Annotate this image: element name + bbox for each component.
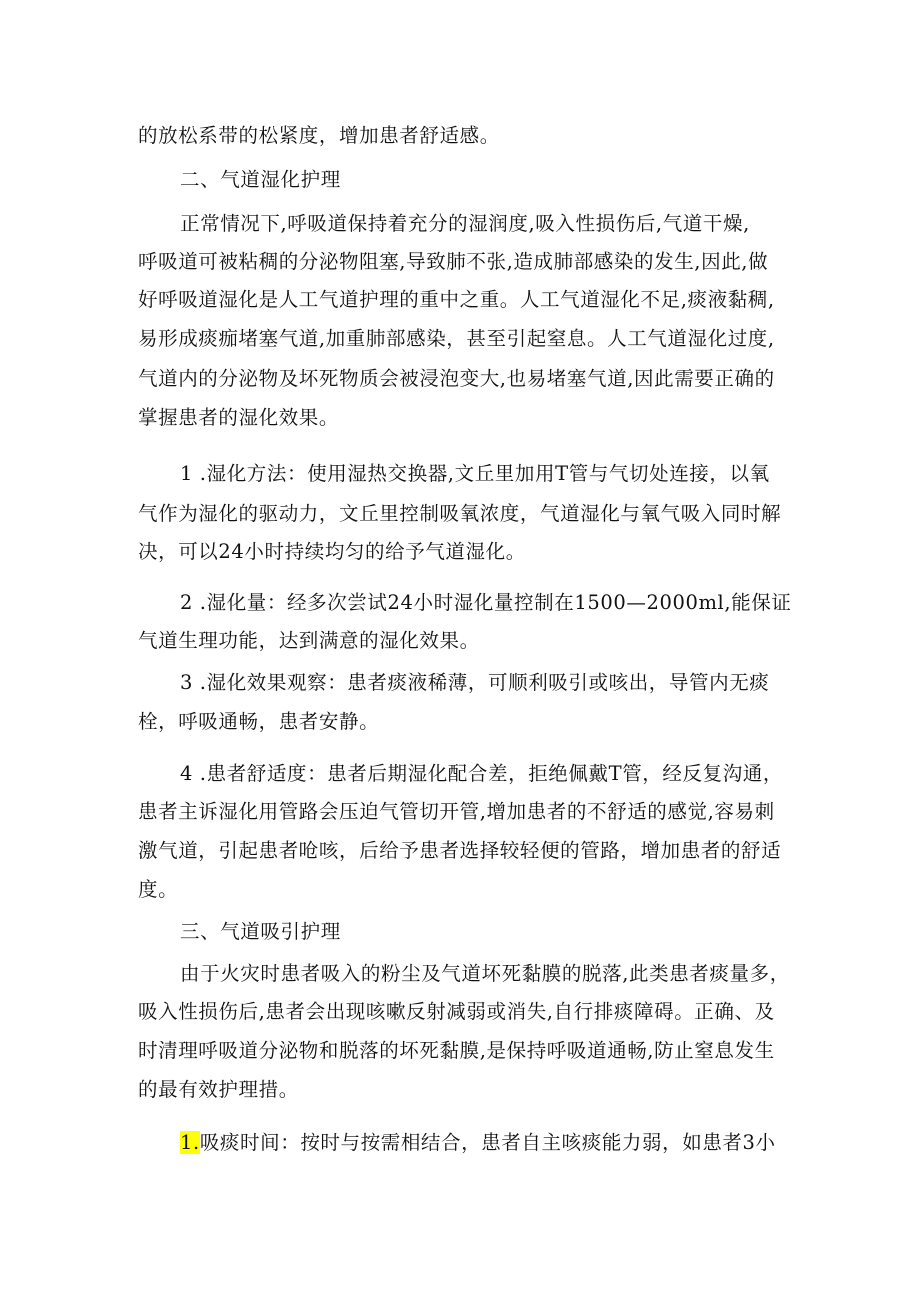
paragraph-line: 呼吸道可被粘稠的分泌物阻塞,导致肺不张,造成肺部感染的发生,因此,做 [138,250,769,273]
paragraph-line: 由于火灾时患者吸入的粉尘及气道坏死黏膜的脱落,此类患者痰量多， [180,962,790,985]
paragraph-line: 度。 [138,878,179,901]
section-heading: 三、气道吸引护理 [180,920,341,943]
paragraph-line: 吸入性损伤后,患者会出现咳嗽反射减弱或消失,自行排痰障碍。正确、及 [138,1000,775,1023]
paragraph-line: 气作为湿化的驱动力，文丘里控制吸氧浓度，气道湿化与氧气吸入同时解 [138,502,782,525]
paragraph-line: 患者主诉湿化用管路会压迫气管切开管,增加患者的不舒适的感觉,容易刺 [138,800,775,823]
paragraph-line: 激气道，引起患者呛咳，后给予患者选择较轻便的管路，增加患者的舒适 [138,839,782,862]
paragraph-line: 的放松系带的松紧度，增加患者舒适感。 [138,124,500,147]
paragraph-line: 正常情况下,呼吸道保持着充分的湿润度,吸入性损伤后,气道干燥, [180,212,750,235]
paragraph-line: 时清理呼吸道分泌物和脱落的坏死黏膜,是保持呼吸道通畅,防止窒息发生 [138,1039,775,1062]
paragraph-line: 气道生理功能，达到满意的湿化效果。 [138,629,480,652]
section-heading: 二、气道湿化护理 [180,168,341,191]
paragraph-line: 决，可以24小时持续均匀的给予气道湿化。 [138,540,526,563]
paragraph-line: 栓，呼吸通畅，患者安静。 [138,710,380,733]
list-item-text: 吸痰时间：按时与按需相结合，患者自主咳痰能力弱，如患者3小 [199,1131,776,1154]
list-item-line [180,1130,776,1156]
list-item-line: 2 .湿化量：经多次尝试24小时湿化量控制在1500—2000ml,能保证 [180,591,792,614]
paragraph-line: 易形成痰痂堵塞气道,加重肺部感染，甚至引起窒息。人工气道湿化过度, [138,327,775,350]
paragraph-line: 气道内的分泌物及坏死物质会被浸泡变大,也易堵塞气道,因此需要正确的 [138,367,775,390]
list-item-line: 1 .湿化方法：使用湿热交换器,文丘里加用T管与气切处连接，以氧 [180,462,770,485]
paragraph-line: 好呼吸道湿化是人工气道护理的重中之重。人工气道湿化不足,痰液黏稠, [138,288,775,311]
list-item-line: 4 .患者舒适度：患者后期湿化配合差，拒绝佩戴T管，经反复沟通， [180,762,784,785]
list-item-line: 3 .湿化效果观察：患者痰液稀薄，可顺利吸引或咳出，导管内无痰 [180,671,770,694]
paragraph-line: 的最有效护理措。 [138,1078,299,1101]
paragraph-line: 掌握患者的湿化效果。 [138,406,340,429]
highlighted-number: 1. [180,1131,200,1154]
